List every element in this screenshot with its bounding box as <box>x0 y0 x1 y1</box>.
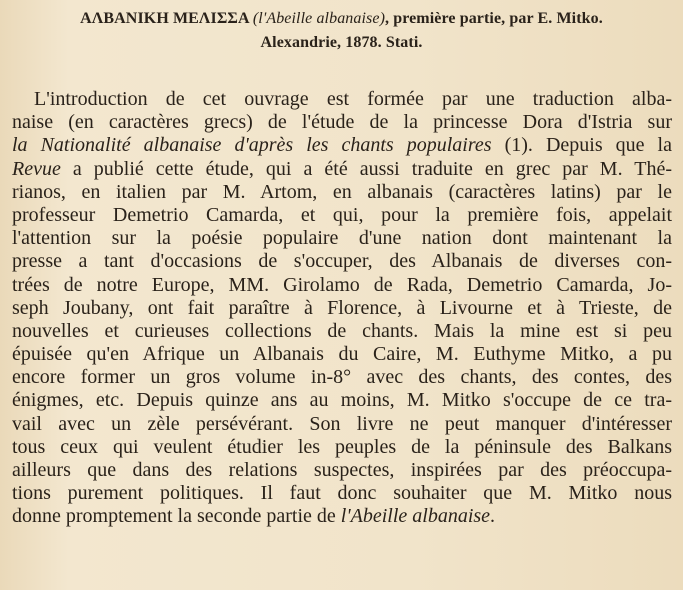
line-text: énigmes, etc. Depuis quinze ans au moins, M. Mitko s'occupe de ce tra- <box>12 389 672 412</box>
review-header-title <box>0 10 683 28</box>
line-text: l'attention sur la poésie populaire d'une nation dont maintenant la <box>12 227 672 250</box>
line-text: ailleurs que dans des relations suspectes, inspirées par des préoccupa- <box>12 459 672 481</box>
line-text: la Nationalité albanaise d'après les chants populaires <box>12 134 492 157</box>
line-text: encore former un gros volume in-8° avec des chants, des contes, des <box>12 366 672 389</box>
paragraph-line <box>12 204 672 227</box>
line-text: L'introduction de cet ouvrage est formée par une traduction alba- <box>34 88 672 110</box>
line-text: seph Joubany, ont fait paraître à Florence, à Livourne et à Trieste, de <box>12 296 672 319</box>
line-text: tions purement politiques. Il faut donc souhaiter que M. Mitko nous <box>12 482 672 505</box>
paragraph-line <box>12 181 672 204</box>
line-text: Revue <box>12 157 61 180</box>
line-text: l'Abeille albanaise <box>340 505 491 528</box>
line-text: presse a tant d'occasions de s'occuper, des Albanais de diverses con- <box>12 250 672 273</box>
paragraph-line <box>12 88 672 111</box>
paragraph-line <box>12 505 672 528</box>
line-text: . <box>490 505 496 528</box>
paragraph-line <box>12 250 672 273</box>
paragraph-line <box>12 413 672 436</box>
paragraph-line <box>12 482 672 505</box>
line-text: (1). Depuis que la <box>491 134 672 157</box>
review-header-imprint: Alexandrie, 1878. Stati. <box>260 34 423 51</box>
review-paragraph <box>12 88 672 529</box>
paragraph-line <box>12 366 672 389</box>
line-text: trées de notre Europe, MM. Girolamo de Rada, Demetrio Camarda, Jo- <box>12 273 672 296</box>
line-text: naise (en caractères grecs) de l'étude de la princesse Dora d'Istria sur <box>12 111 672 134</box>
title-rest: , première partie, par E. Mitko. <box>385 10 603 27</box>
paragraph-line <box>12 389 672 412</box>
paragraph-line <box>12 227 672 250</box>
paragraph-line <box>12 158 672 181</box>
line-text: tous ceux qui veulent étudier les peuples de la péninsule des Balkans <box>12 435 672 458</box>
paragraph-line <box>12 111 672 134</box>
paragraph-line <box>12 320 672 343</box>
paragraph-line <box>12 436 672 459</box>
line-text: professeur Demetrio Camarda, et qui, pour la première fois, appelait <box>12 203 672 226</box>
line-text: épuisée qu'en Afrique un Albanais du Caire, M. Euthyme Mitko, a pu <box>12 343 672 366</box>
paragraph-line <box>12 274 672 297</box>
paragraph-line <box>12 134 672 157</box>
line-text: vail avec un zèle persévérant. Son livre ne peut manquer d'intéresser <box>12 412 672 435</box>
line-text: rianos, en italien par M. Artom, en albanais (caractères latins) par le <box>12 180 672 203</box>
paragraph-line <box>12 459 672 482</box>
greek-title: ΑΛΒΑΝΙΚΗ ΜΕΛΙΣΣΑ <box>80 10 249 27</box>
paragraph-line <box>12 297 672 320</box>
line-text: a publié cette étude, qui a été aussi traduite en grec par M. Thé- <box>60 157 672 180</box>
line-text: nouvelles et curieuses collections de chants. Mais la mine est si peu <box>12 319 672 342</box>
line-text: donne promptement la seconde partie de <box>12 505 341 528</box>
paragraph-line <box>12 343 672 366</box>
french-title: (l'Abeille albanaise) <box>252 10 385 27</box>
